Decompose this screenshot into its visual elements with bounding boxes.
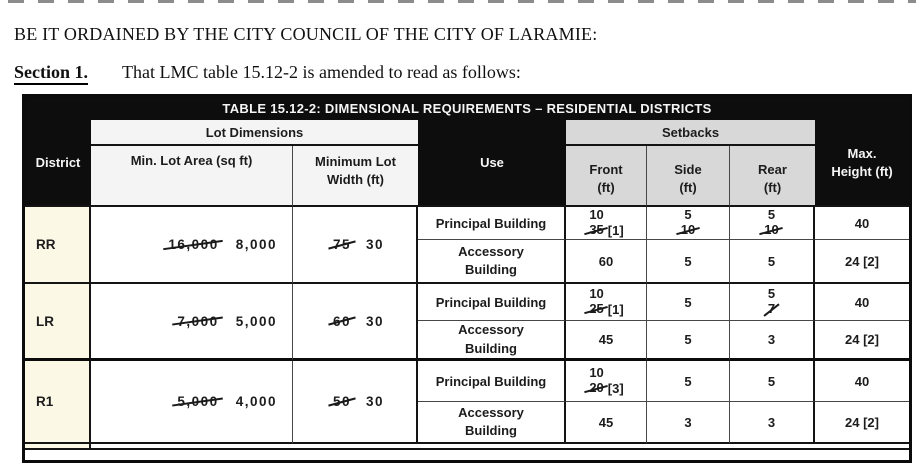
r1-principal-side-cell: 5 [647,361,730,402]
lr-principal-front-cell [566,284,647,321]
r1-lot-area-new: 4,000 [235,394,277,409]
r1-lot-width-old-struck: 50 [332,394,351,409]
front-unit: (ft) [597,180,615,195]
col-header-front [566,146,647,207]
dimensional-requirements-table [22,94,912,463]
group-header-setbacks: Setbacks [566,120,815,146]
district-cell-rr: RR [25,207,91,284]
lr-lot-area-old-struck: 7,000 [177,313,219,329]
r1-lot-width-new: 30 [365,394,384,409]
col-header-rear [730,146,815,207]
rr-lot-area-new: 8,000 [235,237,277,252]
r1-min-lot-area-cell [91,361,293,444]
r1-principal-rear-cell: 5 [730,361,815,402]
rr-min-lot-area-cell [91,207,293,284]
r1-accessory-front-cell: 45 [566,402,647,444]
lr-principal-rear-old-struck: 7 [767,301,776,316]
r1-principal-front-old-struck: 20 [589,380,604,395]
lr-accessory-max-height-cell: 24 [2] [815,321,909,361]
rr-principal-front-old-struck: 35 [589,222,604,237]
rr-accessory-use-cell [418,240,566,284]
r1-min-lot-width-cell [293,361,418,444]
rr-principal-side-new: 5 [684,207,692,223]
section-line [14,62,521,83]
district-cell-r1: R1 [25,361,91,444]
lr-accessory-side-cell: 5 [647,321,730,361]
rr-principal-side-cell [647,207,730,240]
col-header-use: Use [418,120,566,207]
r1-principal-use-cell: Principal Building [418,361,566,402]
section-label: Section 1. [14,62,88,85]
rr-accessory-max-height-cell: 24 [2] [815,240,909,284]
clipped-next-row [91,444,909,450]
rr-accessory-side-cell: 5 [647,240,730,284]
lr-lot-width-old-struck: 60 [332,313,351,329]
lr-principal-use-cell: Principal Building [418,284,566,321]
section-text: That LMC table 15.12-2 is amended to read as follows: [122,62,521,82]
group-header-lot-dimensions: Lot Dimensions [91,120,418,146]
rear-unit: (ft) [763,180,782,195]
lr-min-lot-width-cell [293,284,418,361]
col-header-min-lot-area: Min. Lot Area (sq ft) [91,146,293,207]
rr-principal-use-cell: Principal Building [418,207,566,240]
r1-accessory-max-height-cell: 24 [2] [815,402,909,444]
side-unit: (ft) [679,180,697,195]
col-header-min-lot-width-label: Minimum Lot Width (ft) [315,154,396,187]
col-header-min-lot-width [293,146,418,207]
r1-accessory-rear-cell: 3 [730,402,815,444]
r1-lot-area-old-struck: 5,000 [177,394,219,409]
rr-lot-width-old-struck: 75 [332,237,351,252]
rr-principal-rear-old-struck: 10 [764,222,779,237]
lr-principal-max-height-cell: 40 [815,284,909,321]
rr-lot-area-old-struck: 16,000 [168,237,219,252]
side-label: Side [674,162,702,178]
rr-accessory-use-label: Accessory Building [458,243,524,277]
r1-principal-front-cell [566,361,647,402]
lr-principal-front-note: [1] [607,301,624,317]
rr-principal-front-note: [1] [607,222,624,238]
lr-accessory-front-cell: 45 [566,321,647,361]
rr-principal-side-old-struck: 10 [680,222,696,237]
r1-principal-front-note: [3] [607,380,624,396]
rr-principal-max-height-cell: 40 [815,207,909,240]
rear-label: Rear [758,162,787,178]
table-title: TABLE 15.12-2: DIMENSIONAL REQUIREMENTS – RESIDENTIAL DISTRICTS [25,97,909,120]
district-cell-lr: LR [25,284,91,361]
clipped-scan-artifact [8,0,916,3]
rr-principal-rear-new: 5 [767,207,776,223]
lr-principal-rear-cell [730,284,815,321]
lr-accessory-use-label: Accessory Building [458,322,524,356]
r1-accessory-use-cell [418,402,566,444]
rr-min-lot-width-cell [293,207,418,284]
lr-principal-rear-new: 5 [767,286,776,302]
rr-principal-rear-cell [730,207,815,240]
rr-lot-width-new: 30 [365,237,384,252]
r1-principal-front-new: 10 [589,365,604,381]
r1-accessory-side-cell: 3 [647,402,730,444]
rr-principal-front-cell [566,207,647,240]
col-header-district: District [25,120,91,207]
lr-principal-front-old-struck: 25 [589,301,604,316]
rr-accessory-rear-cell: 5 [730,240,815,284]
r1-principal-max-height-cell: 40 [815,361,909,402]
col-header-side [647,146,730,207]
r1-accessory-use-label: Accessory Building [458,404,524,438]
lr-min-lot-area-cell [91,284,293,361]
lr-lot-width-new: 30 [365,313,384,329]
rr-accessory-front-cell: 60 [566,240,647,284]
ordinance-heading: BE IT ORDAINED BY THE CITY COUNCIL OF THE CITY OF LARAMIE: [14,24,598,44]
rr-principal-front-new: 10 [589,207,604,223]
lr-accessory-rear-cell: 3 [730,321,815,361]
max-height-label: Max. Height (ft) [831,145,893,179]
lr-principal-front-new: 10 [589,286,604,302]
lr-lot-area-new: 5,000 [235,313,277,329]
col-header-max-height [815,120,909,207]
lr-principal-side-cell: 5 [647,284,730,321]
clipped-next-district-cell [25,444,91,450]
front-label: Front [589,162,623,178]
lr-accessory-use-cell [418,321,566,361]
